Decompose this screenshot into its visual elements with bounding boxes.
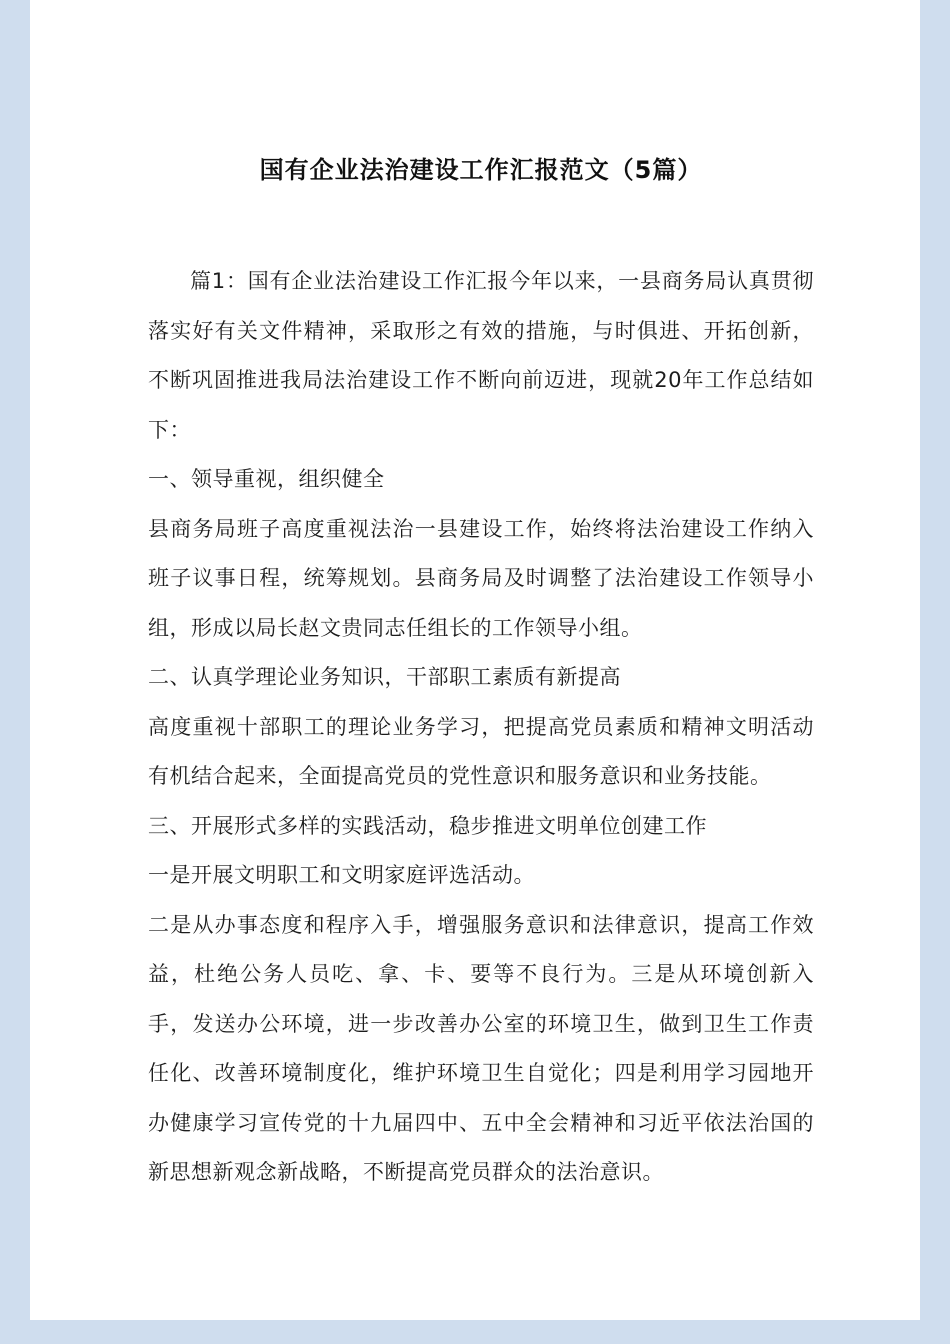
document-paragraph: 二是从办事态度和程序入手，增强服务意识和法律意识，提高工作效益，杜绝公务人员吃、拿、卡、要等不良行为。三是从环境创新入手，发送办公环境，进一步改善办公室的环境卫生，做到卫生工作责任化、改善环境制度化，维护环境卫生自觉化；四是利用学习园地开办健康学习宣传党的十九届四中、五中全会精神和习近平依法治国的新思想新观念新战略，不断提高党员群众的法治意识。: [148, 912, 814, 1184]
viewer-gutter-right: [920, 0, 950, 1344]
document-paragraph: 县商务局班子高度重视法治一县建设工作，始终将法治建设工作纳入班子议事日程，统筹规划。县商务局及时调整了法治建设工作领导小组，形成以局长赵文贵同志任组长的工作领导小组。: [148, 516, 814, 640]
document-paragraph: 二、认真学理论业务知识，干部职工素质有新提高: [148, 665, 621, 689]
viewer-gutter-bottom: [0, 1320, 950, 1344]
document-paragraph: 高度重视十部职工的理论业务学习，把提高党员素质和精神文明活动有机结合起来，全面提高党员的党性意识和服务意识和业务技能。: [148, 714, 814, 788]
document-paragraph: 一、领导重视，组织健全: [148, 467, 385, 491]
document-paragraph: 篇1：国有企业法治建设工作汇报今年以来，一县商务局认真贯彻落实好有关文件精神，采取形之有效的措施，与时俱进、开拓创新，不断巩固推进我局法治建设工作不断向前迈进，现就20年工作总结如下：: [148, 269, 814, 442]
document-page: [30, 0, 920, 1320]
document-paragraph: 三、开展形式多样的实践活动，稳步推进文明单位创建工作: [148, 813, 707, 838]
document-title: 国有企业法治建设工作汇报范文（5篇）: [259, 156, 703, 184]
viewer-gutter-left: [0, 0, 30, 1344]
document-paragraph: 一是开展文明职工和文明家庭评选活动。: [148, 863, 535, 887]
document-body: [148, 257, 814, 1198]
